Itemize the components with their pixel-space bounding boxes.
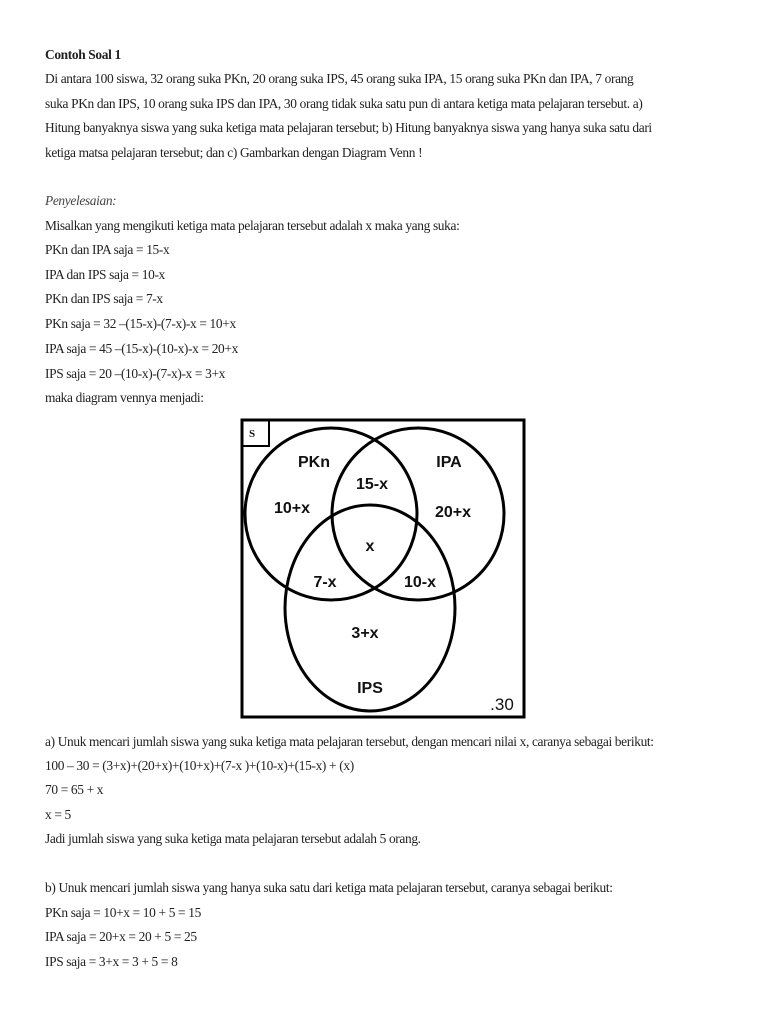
problem-line: ketiga matsa pelajaran tersebut; dan c) Gambarkan dengan Diagram Venn !: [45, 145, 423, 160]
solution-heading: Penyelesaian:: [45, 193, 117, 208]
region-ipa-ips: 10-x: [403, 574, 437, 591]
solution-line: Misalkan yang mengikuti ketiga mata pelajaran tersebut adalah x maka yang suka:: [45, 218, 460, 233]
part-a-line: a) Unuk mencari jumlah siswa yang suka ketiga mata pelajaran tersebut, dengan mencari nilai x, caranya sebagai berikut:: [45, 734, 654, 749]
set-label-pkn: PKn: [298, 454, 330, 471]
problem-title: Contoh Soal 1: [45, 47, 121, 62]
part-a-line: Jadi jumlah siswa yang suka ketiga mata pelajaran tersebut adalah 5 orang.: [45, 831, 421, 846]
region-all: x: [365, 538, 375, 555]
universe-label-box: [242, 420, 269, 446]
part-b-line: IPA saja = 20+x = 20 + 5 = 25: [45, 929, 197, 944]
solution-line: maka diagram vennya menjadi:: [45, 390, 204, 405]
set-label-ipa: IPA: [436, 454, 462, 471]
solution-line: IPA saja = 45 –(15-x)-(10-x)-x = 20+x: [45, 341, 238, 356]
region-pkn-ipa: 15-x: [355, 476, 389, 493]
part-b-line: PKn saja = 10+x = 10 + 5 = 15: [45, 905, 201, 920]
problem-line: Hitung banyaknya siswa yang suka ketiga mata pelajaran tersebut; b) Hitung banyaknya siswa yang hanya suka satu dari: [45, 120, 652, 135]
part-b-line: IPS saja = 3+x = 3 + 5 = 8: [45, 954, 178, 969]
part-a-line: 70 = 65 + x: [45, 782, 104, 797]
region-pkn-only: 10+x: [273, 500, 311, 517]
region-ips-only: 3+x: [351, 625, 379, 642]
region-ipa-only: 20+x: [434, 504, 472, 521]
solution-line: PKn saja = 32 –(15-x)-(7-x)-x = 10+x: [45, 316, 236, 331]
universe-label: S: [249, 428, 256, 440]
problem-line: Di antara 100 siswa, 32 orang suka PKn, 20 orang suka IPS, 45 orang suka IPA, 15 orang suka PKn dan IPA, 7 orang: [45, 71, 634, 86]
solution-line: PKn dan IPA saja = 15-x: [45, 242, 170, 257]
region-pkn-ips: 7-x: [313, 574, 337, 591]
part-b-line: b) Unuk mencari jumlah siswa yang hanya suka satu dari ketiga mata pelajaran tersebut, caranya sebagai berikut:: [45, 880, 613, 895]
problem-line: suka PKn dan IPS, 10 orang suka IPS dan IPA, 30 orang tidak suka satu pun di antara ketiga mata pelajaran tersebut. a): [45, 96, 643, 111]
set-label-ips: IPS: [357, 680, 383, 697]
solution-line: IPA dan IPS saja = 10-x: [45, 267, 165, 282]
part-a-line: 100 – 30 = (3+x)+(20+x)+(10+x)+(7-x )+(10-x)+(15-x) + (x): [45, 758, 354, 773]
outside-count: .30: [490, 695, 514, 714]
solution-line: IPS saja = 20 –(10-x)-(7-x)-x = 3+x: [45, 366, 225, 381]
universe-box: [242, 420, 524, 717]
part-a-line: x = 5: [45, 807, 71, 822]
solution-line: PKn dan IPS saja = 7-x: [45, 291, 163, 306]
